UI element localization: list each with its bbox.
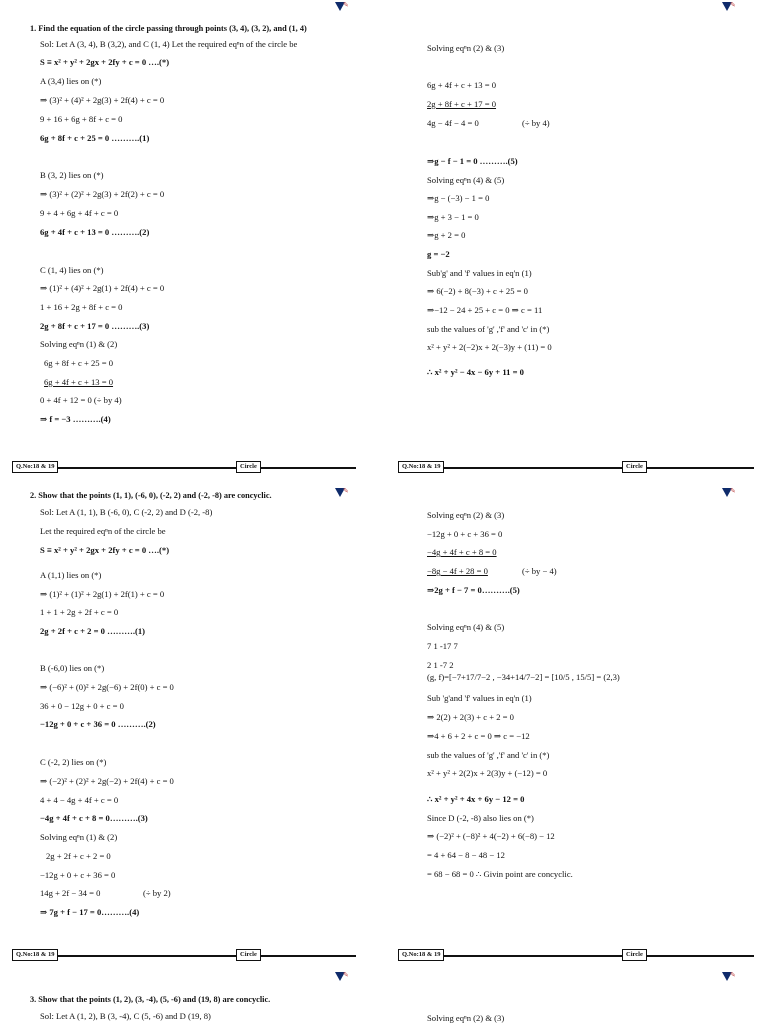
equation-line: ⇒ f = −3 ……….(4) <box>40 414 111 424</box>
solution-line: 2 1 -7 2 <box>427 660 454 670</box>
solution-line: (g, f)=[−7+17/7−2 , −34+14/7−2] = [10/5 , 15/5] = (2,3) <box>427 672 620 682</box>
footer-topic: Circle <box>236 461 261 473</box>
page-divider <box>398 467 754 469</box>
footer-topic: Circle <box>622 461 647 473</box>
solution-line: C (1, 4) lies on (*) <box>40 265 104 275</box>
solution-line: A (1,1) lies on (*) <box>40 570 102 580</box>
solution-line: −8g − 4f + 28 = 0 <box>427 566 488 576</box>
solution-line: Let the required eqⁿn of the circle be <box>40 526 166 536</box>
solution-line: Solving eqⁿn (2) & (3) <box>427 1013 505 1023</box>
page-divider <box>12 955 356 957</box>
solution-line: 6g + 4f + c + 13 = 0 <box>44 377 114 387</box>
solution-line: Since D (-2, -8) also lies on (*) <box>427 813 534 823</box>
solution-line: ⇒ (3)² + (2)² + 2g(3) + 2f(2) + c = 0 <box>40 189 165 199</box>
corner-mark-icon: ✎ <box>722 972 734 984</box>
solution-line: x² + y² + 2(2)x + 2(3)y + (−12) = 0 <box>427 768 548 778</box>
final-answer: ∴ x² + y² − 4x − 6y + 11 = 0 <box>427 367 524 377</box>
equation-line: S ≡ x² + y² + 2gx + 2fy + c = 0 ….(*) <box>40 545 170 555</box>
corner-mark-icon: ✎ <box>722 488 734 500</box>
corner-mark-icon: ✎ <box>335 488 347 500</box>
solution-line: ⇒4 + 6 + 2 + c = 0 ⇒ c = −12 <box>427 731 530 741</box>
solution-line: ⇒g − (−3) − 1 = 0 <box>427 193 490 203</box>
solution-line: B (3, 2) lies on (*) <box>40 170 104 180</box>
solution-line: 9 + 16 + 6g + 8f + c = 0 <box>40 114 123 124</box>
equation-line: 6g + 4f + c + 13 = 0 ……….(2) <box>40 227 150 237</box>
solution-line: 1 + 1 + 2g + 2f + c = 0 <box>40 607 119 617</box>
solution-line: ⇒ 2(2) + 2(3) + c + 2 = 0 <box>427 712 514 722</box>
solution-line: sub the values of 'g' ,'f' and 'c' in (*) <box>427 324 550 334</box>
solution-line: 36 + 0 − 12g + 0 + c = 0 <box>40 701 124 711</box>
problem-1-title: 1. Find the equation of the circle passing through points (3, 4), (3, 2), and (1, 4) <box>30 24 307 33</box>
solution-line: 14g + 2f − 34 = 0 <box>40 888 101 898</box>
equation-line: 2g + 2f + c + 2 = 0 ……….(1) <box>40 626 146 636</box>
solution-line: 2g + 2f + c + 2 = 0 <box>46 851 111 861</box>
solution-line: 6g + 4f + c + 13 = 0 <box>427 80 497 90</box>
corner-mark-icon: ✎ <box>335 972 347 984</box>
solution-line: ⇒ (−6)² + (0)² + 2g(−6) + 2f(0) + c = 0 <box>40 682 174 692</box>
equation-line: −12g + 0 + c + 36 = 0 ……….(2) <box>40 719 156 729</box>
solution-line: Solving eqⁿn (2) & (3) <box>427 43 505 53</box>
solution-line: Sol: Let A (1, 2), B (3, -4), C (5, -6) and D (19, 8) <box>40 1011 211 1021</box>
solution-note: (÷ by − 4) <box>522 566 557 576</box>
corner-mark-icon: ✎ <box>722 2 734 14</box>
equation-line: ⇒2g + f − 7 = 0……….(5) <box>427 585 520 595</box>
solution-line: ⇒ (−2)² + (−8)² + 4(−2) + 6(−8) − 12 <box>427 831 555 841</box>
corner-mark-icon: ✎ <box>335 2 347 14</box>
problem-2-title: 2. Show that the points (1, 1), (-6, 0), (-2, 2) and (-2, -8) are concyclic. <box>30 491 272 500</box>
solution-line: Solving eqⁿn (1) & (2) <box>40 832 118 842</box>
solution-line: 0 + 4f + 12 = 0 (÷ by 4) <box>40 395 122 405</box>
footer-question-number: Q.No:18 & 19 <box>398 949 444 961</box>
equation-line: S ≡ x² + y² + 2gx + 2fy + c = 0 ….(*) <box>40 57 170 67</box>
conclusion-line: = 68 − 68 = 0 ∴ Givin point are concyclic. <box>427 869 573 879</box>
equation-line: 6g + 8f + c + 25 = 0 ……….(1) <box>40 133 150 143</box>
solution-line: 4 + 4 − 4g + 4f + c = 0 <box>40 795 119 805</box>
solution-line: Sub 'g'and 'f' values in eq'n (1) <box>427 693 532 703</box>
equation-line: −4g + 4f + c + 8 = 0……….(3) <box>40 813 148 823</box>
equation-line: 2g + 8f + c + 17 = 0 ……….(3) <box>40 321 150 331</box>
solution-line: ⇒ (3)² + (4)² + 2g(3) + 2f(4) + c = 0 <box>40 95 165 105</box>
solution-line: ⇒−12 − 24 + 25 + c = 0 ⇒ c = 11 <box>427 305 543 315</box>
solution-line: ⇒g + 2 = 0 <box>427 230 466 240</box>
solution-line: Sol: Let A (1, 1), B (-6, 0), C (-2, 2) and D (-2, -8) <box>40 507 213 517</box>
equation-line: g = −2 <box>427 249 450 259</box>
equation-line: ⇒ 7g + f − 17 = 0……….(4) <box>40 907 140 917</box>
solution-line: x² + y² + 2(−2)x + 2(−3)y + (11) = 0 <box>427 342 552 352</box>
page-divider <box>398 955 754 957</box>
solution-line: −12g + 0 + c + 36 = 0 <box>427 529 503 539</box>
solution-line: Solving eqⁿn (4) & (5) <box>427 175 505 185</box>
solution-line: B (-6,0) lies on (*) <box>40 663 105 673</box>
solution-note: (÷ by 2) <box>143 888 171 898</box>
solution-line: ⇒ (1)² + (1)² + 2g(1) + 2f(1) + c = 0 <box>40 589 165 599</box>
footer-question-number: Q.No:18 & 19 <box>398 461 444 473</box>
solution-line: Solving eqⁿn (2) & (3) <box>427 510 505 520</box>
solution-line: ⇒g + 3 − 1 = 0 <box>427 212 479 222</box>
solution-line: Sub'g' and 'f' values in eq'n (1) <box>427 268 532 278</box>
solution-note: (÷ by 4) <box>522 118 550 128</box>
page-divider <box>12 467 356 469</box>
solution-line: C (-2, 2) lies on (*) <box>40 757 107 767</box>
solution-line: Sol: Let A (3, 4), B (3,2), and C (1, 4) Let the required eqⁿn of the circle be <box>40 39 298 49</box>
solution-line: ⇒ 6(−2) + 8(−3) + c + 25 = 0 <box>427 286 528 296</box>
solution-line: Solving eqⁿn (1) & (2) <box>40 339 118 349</box>
solution-line: ⇒ (−2)² + (2)² + 2g(−2) + 2f(4) + c = 0 <box>40 776 174 786</box>
solution-line: −12g + 0 + c + 36 = 0 <box>40 870 116 880</box>
footer-question-number: Q.No:18 & 19 <box>12 461 58 473</box>
solution-line: 7 1 -17 7 <box>427 641 458 651</box>
footer-question-number: Q.No:18 & 19 <box>12 949 58 961</box>
footer-topic: Circle <box>236 949 261 961</box>
solution-line: 9 + 4 + 6g + 4f + c = 0 <box>40 208 119 218</box>
solution-line: sub the values of 'g' ,'f' and 'c' in (*) <box>427 750 550 760</box>
footer-topic: Circle <box>622 949 647 961</box>
solution-line: = 4 + 64 − 8 − 48 − 12 <box>427 850 505 860</box>
solution-line: 2g + 8f + c + 17 = 0 <box>427 99 497 109</box>
solution-line: 1 + 16 + 2g + 8f + c = 0 <box>40 302 123 312</box>
solution-line: −4g + 4f + c + 8 = 0 <box>427 547 497 557</box>
final-answer: ∴ x² + y² + 4x + 6y − 12 = 0 <box>427 794 525 804</box>
problem-3-title: 3. Show that the points (1, 2), (3, -4), (5, -6) and (19, 8) are concyclic. <box>30 995 271 1004</box>
solution-line: 6g + 8f + c + 25 = 0 <box>44 358 114 368</box>
solution-line: A (3,4) lies on (*) <box>40 76 102 86</box>
solution-line: 4g − 4f − 4 = 0 <box>427 118 479 128</box>
solution-line: ⇒ (1)² + (4)² + 2g(1) + 2f(4) + c = 0 <box>40 283 165 293</box>
solution-line: Solving eqⁿn (4) & (5) <box>427 622 505 632</box>
equation-line: ⇒g − f − 1 = 0 ……….(5) <box>427 156 518 166</box>
